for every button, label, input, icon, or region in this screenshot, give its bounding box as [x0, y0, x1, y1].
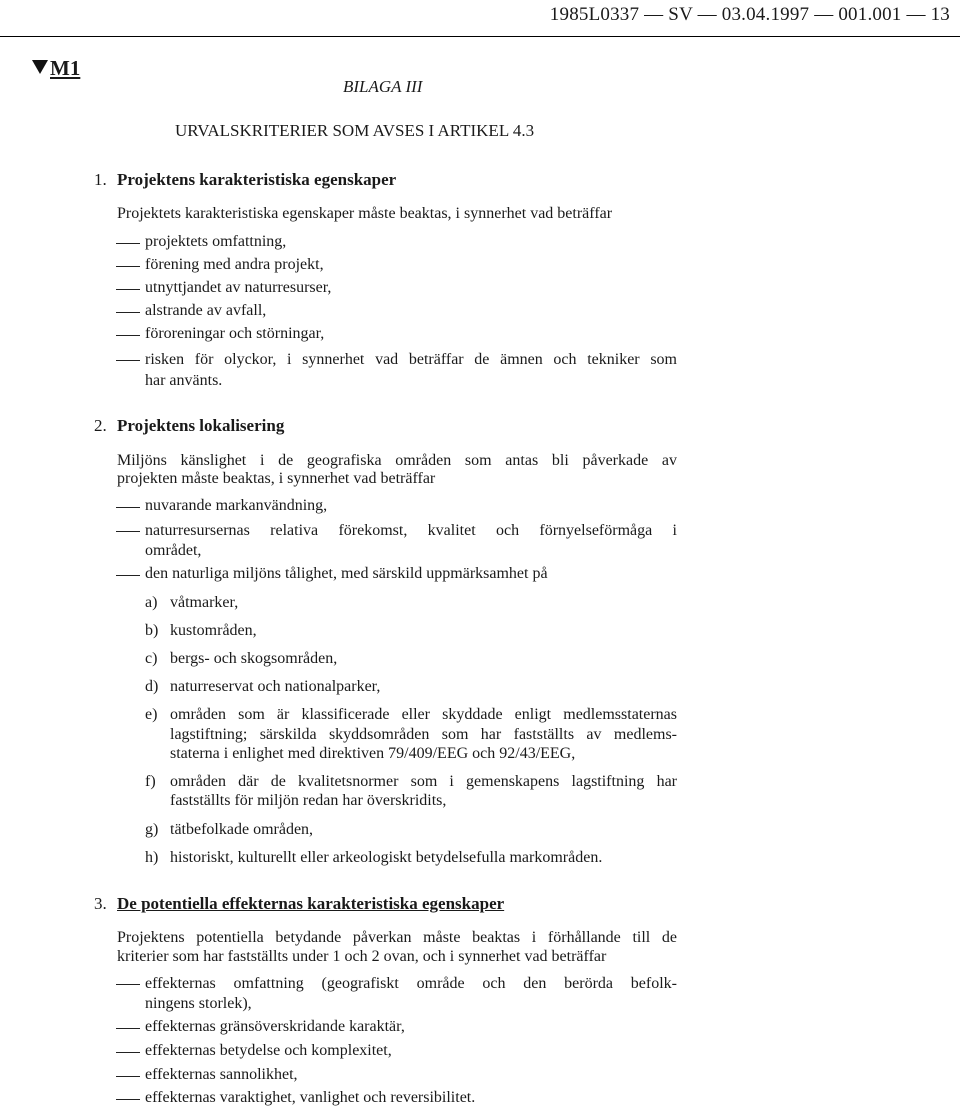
section1-heading: Projektens karakteristiska egenskaper — [117, 170, 397, 189]
subitem-text: lagstiftning; särskilda skyddsområden som har fastställts av medlems- — [170, 726, 677, 743]
subitem-text: områden där de kvalitetsnormer som i gemenskapens lagstiftning har — [170, 773, 677, 790]
section3-number: 3. — [94, 894, 107, 913]
dash-marker — [116, 335, 140, 336]
list-item: effekternas betydelse och komplexitet, — [145, 1042, 392, 1059]
list-item: effekternas omfattning (geografiskt område och den berörda befolk- — [145, 975, 677, 992]
list-item: förening med andra projekt, — [145, 256, 324, 273]
section1-intro: Projektets karakteristiska egenskaper måste beaktas, i synnerhet vad beträffar — [117, 205, 613, 222]
subitem-text: våtmarker, — [170, 594, 239, 611]
subitem-letter: g) — [145, 821, 159, 838]
subitem-text: fastställts för miljön redan har överskridits, — [170, 792, 447, 809]
subitem-text: kustområden, — [170, 622, 257, 639]
subitem-letter: f) — [145, 773, 156, 790]
subitem-text: tätbefolkade områden, — [170, 821, 314, 838]
subitem-text: områden som är klassificerade eller skyddade enligt medlemsstaternas — [170, 706, 677, 723]
dash-marker — [116, 1076, 140, 1077]
subitem-letter: b) — [145, 622, 159, 639]
amendment-label: M1 — [50, 56, 81, 80]
header-rule — [0, 36, 960, 37]
section3-intro-line1: Projektens potentiella betydande påverkan måste beaktas i förhållande till de — [117, 929, 677, 946]
list-item: naturresursernas relativa förekomst, kvalitet och förnyelseförmåga i — [145, 522, 677, 539]
section1-number: 1. — [94, 170, 107, 189]
subitem-text: bergs- och skogsområden, — [170, 650, 338, 667]
list-item: den naturliga miljöns tålighet, med särskild uppmärksamhet på — [145, 565, 548, 582]
section2-number: 2. — [94, 416, 107, 435]
dash-marker — [116, 531, 140, 532]
page-header-reference: 1985L0337 — SV — 03.04.1997 — 001.001 — 13 — [549, 4, 950, 25]
list-item: effekternas gränsöverskridande karaktär, — [145, 1018, 405, 1035]
list-item: effekternas sannolikhet, — [145, 1066, 298, 1083]
subitem-text: naturreservat och nationalparker, — [170, 678, 381, 695]
dash-marker — [116, 289, 140, 290]
list-item-continuation: har använts. — [145, 372, 223, 389]
amendment-marker — [32, 56, 80, 81]
dash-marker — [116, 243, 140, 244]
triangle-down-icon — [32, 60, 48, 74]
subitem-letter: c) — [145, 650, 158, 667]
dash-marker — [116, 1052, 140, 1053]
list-item: utnyttjandet av naturresurser, — [145, 279, 332, 296]
dash-marker — [116, 507, 140, 508]
dash-marker — [116, 1099, 140, 1100]
section2-intro-line1: Miljöns känslighet i de geografiska områden som antas bli påverkade av — [117, 452, 677, 469]
list-item-continuation: området, — [145, 542, 202, 559]
subitem-letter: e) — [145, 706, 158, 723]
list-item: projektets omfattning, — [145, 233, 287, 250]
dash-marker — [116, 266, 140, 267]
list-item: effekternas varaktighet, vanlighet och reversibilitet. — [145, 1089, 476, 1106]
section3-heading: De potentiella effekternas karakteristiska egenskaper — [117, 894, 505, 913]
list-item: nuvarande markanvändning, — [145, 497, 328, 514]
subitem-text: staterna i enlighet med direktiven 79/409/EEG och 92/43/EEG, — [170, 745, 576, 762]
list-item-continuation: ningens storlek), — [145, 995, 252, 1012]
list-item: risken för olyckor, i synnerhet vad beträffar de ämnen och tekniker som — [145, 351, 677, 368]
annex-title: BILAGA III — [343, 77, 423, 96]
dash-marker — [116, 360, 140, 361]
dash-marker — [116, 312, 140, 313]
subitem-letter: h) — [145, 849, 159, 866]
list-item: alstrande av avfall, — [145, 302, 267, 319]
subitem-letter: d) — [145, 678, 159, 695]
annex-subtitle: URVALSKRITERIER SOM AVSES I ARTIKEL 4.3 — [175, 121, 535, 140]
list-item: föroreningar och störningar, — [145, 325, 325, 342]
dash-marker — [116, 984, 140, 985]
dash-marker — [116, 1028, 140, 1029]
section2-heading: Projektens lokalisering — [117, 416, 285, 435]
section3-intro-line2: kriterier som har fastställts under 1 och 2 ovan, och i synnerhet vad beträffar — [117, 948, 607, 965]
dash-marker — [116, 575, 140, 576]
subitem-letter: a) — [145, 594, 158, 611]
section2-intro-line2: projekten måste beaktas, i synnerhet vad beträffar — [117, 470, 436, 487]
subitem-text: historiskt, kulturellt eller arkeologiskt betydelsefulla markområden. — [170, 849, 603, 866]
